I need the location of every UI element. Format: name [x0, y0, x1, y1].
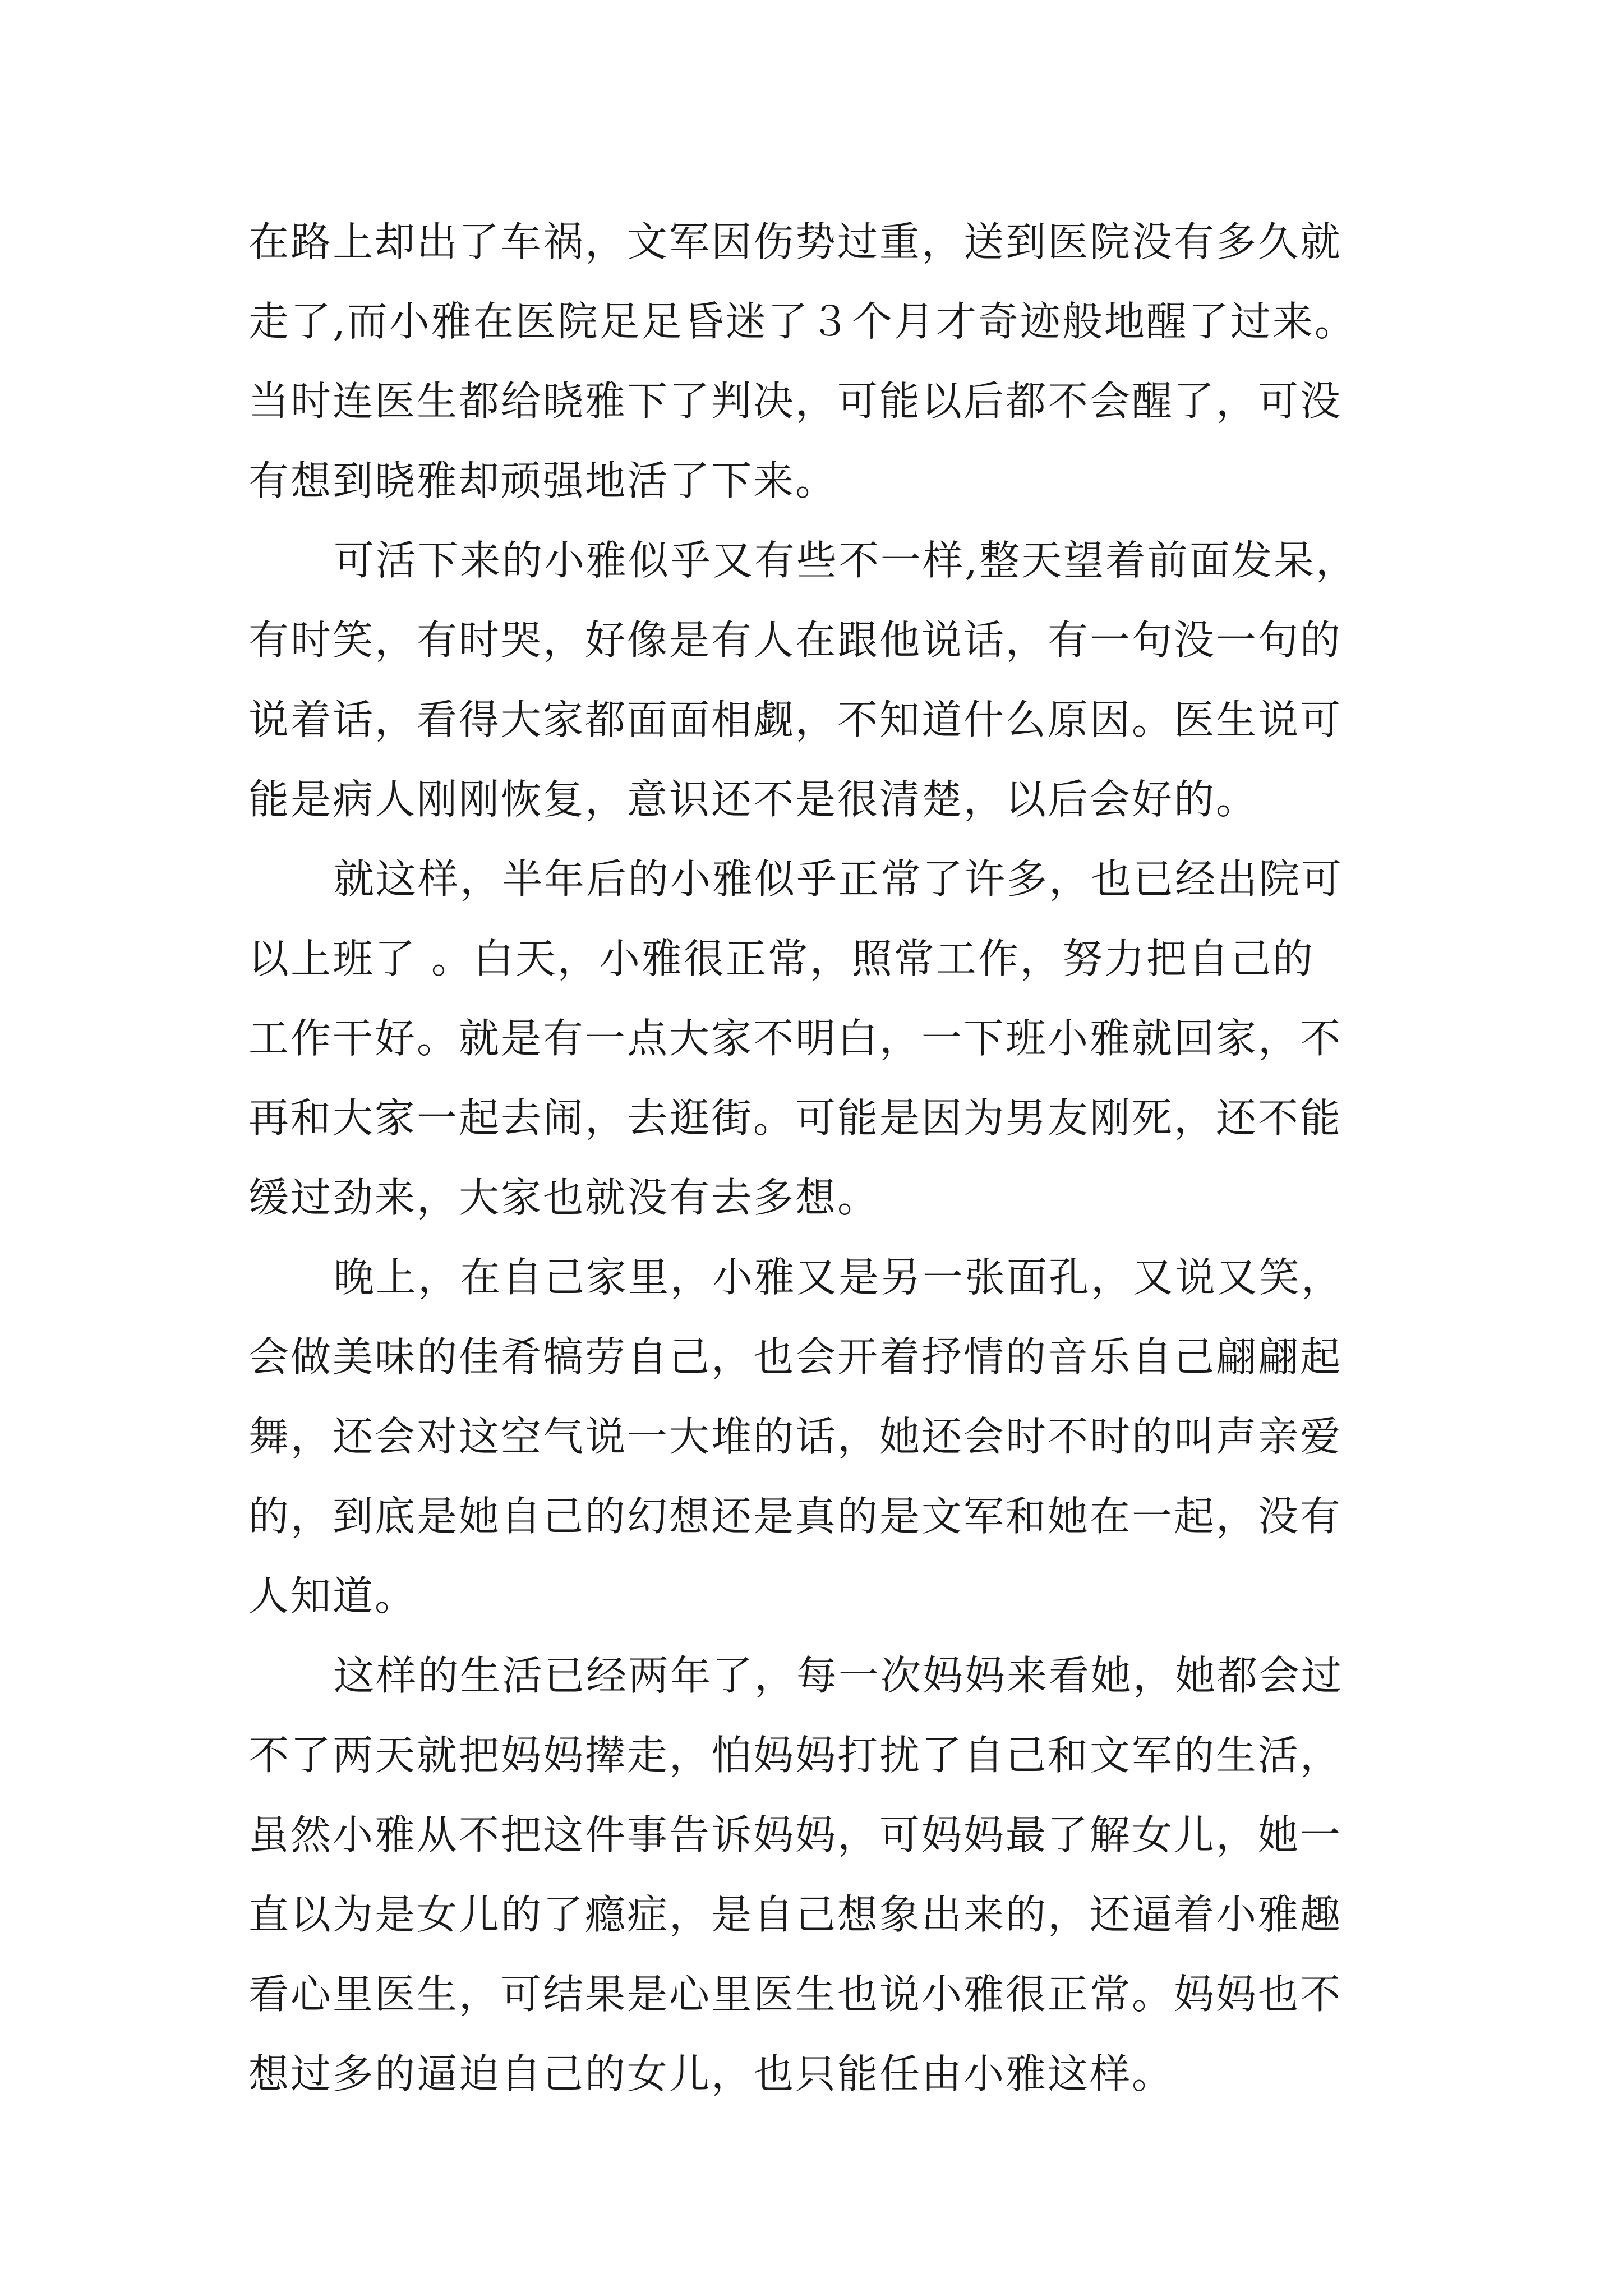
text-line: 能是病人刚刚恢复，意识还不是很清楚，以后会好的。	[248, 776, 1258, 823]
text-line: 再和大家一起去闹，去逛街。可能是因为男友刚死，还不能	[248, 1094, 1343, 1142]
text-line: 舞，还会对这空气说一大堆的话，她还会时不时的叫声亲爱	[248, 1413, 1343, 1460]
text-line: 在路上却出了车祸，文军因伤势过重，送到医院没有多久就	[248, 218, 1343, 265]
text-line: 以上班了 。白天，小雅很正常，照常工作，努力把自己的	[248, 935, 1315, 982]
text-line: 看心里医生，可结果是心里医生也说小雅很正常。妈妈也不	[248, 1971, 1343, 2018]
paragraph-start-line: 就这样，半年后的小雅似乎正常了许多，也已经出院可	[334, 855, 1344, 903]
text-line: 走了,而小雅在医院足足昏迷了３个月才奇迹般地醒了过来。	[248, 298, 1357, 345]
text-line: 想过多的逼迫自己的女儿，也只能任由小雅这样。	[248, 2050, 1174, 2097]
body-text	[248, 202, 1387, 2114]
paragraph-start-line: 晚上，在自己家里，小雅又是另一张面孔，又说又笑，	[334, 1254, 1344, 1301]
text-line: 当时连医生都给晓雅下了判决，可能以后都不会醒了，可没	[248, 378, 1343, 425]
text-line: 缓过劲来，大家也就没有去多想。	[248, 1174, 880, 1221]
paragraph-start-line: 可活下来的小雅似乎又有些不一样,整天望着前面发呆，	[334, 537, 1358, 584]
text-line: 说着话，看得大家都面面相觑，不知道什么原因。医生说可	[248, 696, 1343, 743]
text-line: 虽然小雅从不把这件事告诉妈妈，可妈妈最了解女儿，她一	[248, 1811, 1343, 1858]
text-line: 直以为是女儿的了瘾症，是自己想象出来的，还逼着小雅趣	[248, 1891, 1343, 1938]
text-line: 的，到底是她自己的幻想还是真的是文军和她在一起，没有	[248, 1493, 1343, 1540]
text-line: 会做美味的佳肴犒劳自己，也会开着抒情的音乐自己翩翩起	[248, 1333, 1343, 1381]
text-line: 有时笑，有时哭，好像是有人在跟他说话，有一句没一句的	[248, 616, 1343, 664]
text-line: 有想到晓雅却顽强地活了下来。	[248, 457, 838, 504]
paragraph-start-line: 这样的生活已经两年了，每一次妈妈来看她，她都会过	[334, 1652, 1344, 1699]
text-line: 工作干好。就是有一点大家不明白，一下班小雅就回家，不	[248, 1015, 1343, 1062]
text-line: 不了两天就把妈妈撵走，怕妈妈打扰了自己和文军的生活，	[248, 1732, 1343, 1779]
text-line: 人知道。	[248, 1572, 417, 1619]
